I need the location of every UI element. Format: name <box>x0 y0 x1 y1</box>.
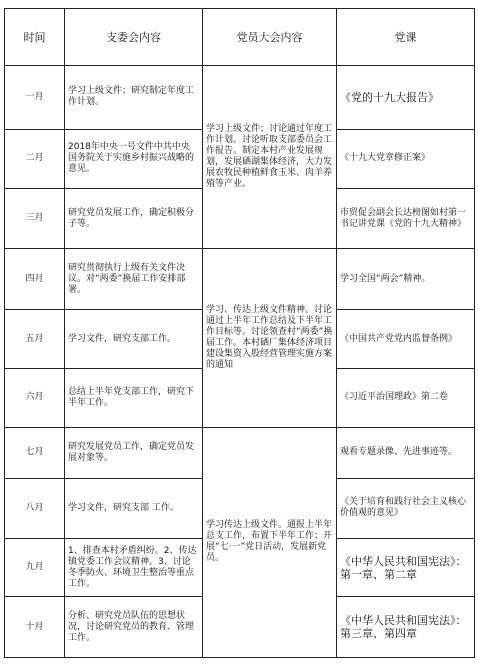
month-cell: 八月 <box>5 478 65 539</box>
month-cell: 十月 <box>5 597 65 658</box>
header-lecture: 党课 <box>337 9 475 66</box>
assembly-cell: 学习、传达上级文件精神。讨论通过上半年工作总结及下半年工作目标等。讨论领查村“两委”换届工作。本村硒厂集体经济项目建设集资入股经营管理实施方案的通知 <box>203 249 337 427</box>
party-work-plan-table <box>4 8 475 658</box>
lecture-cell: 市贸促会副会长达榜图如村第一书记讲党课《党的十九大精神》 <box>337 188 475 249</box>
month-cell: 六月 <box>5 369 65 428</box>
committee-cell: 学习文件，研究支部 工作。 <box>65 478 203 539</box>
month-cell: 三月 <box>5 188 65 249</box>
lecture-cell: 《中华人民共和国宪法》：第三章、第四章 <box>337 597 475 658</box>
assembly-cell: 学习传达上级文件。通报上半年总支工作，布置下半年工作；开展“七·一”党日活动，发展新党员。 <box>203 427 337 657</box>
header-time: 时间 <box>5 9 65 66</box>
lecture-cell: 观看专题录像、先进事迹等。 <box>337 427 475 478</box>
table-row <box>5 66 475 130</box>
lecture-cell: 《十九大党章修正案》 <box>337 129 475 188</box>
month-cell: 四月 <box>5 249 65 310</box>
month-cell: 七月 <box>5 427 65 478</box>
header-assembly: 党员大会内容 <box>203 9 337 66</box>
committee-cell: 研究发展党员工作，确定党员发展对象等。 <box>65 427 203 478</box>
lecture-cell: 《关于培育和践行社会主义核心价值观的意见》 <box>337 478 475 539</box>
committee-cell: 学习上级文件；研究制定年度工作计划。 <box>65 66 203 130</box>
month-cell: 五月 <box>5 310 65 369</box>
lecture-cell: 《习近平治国理政》第二卷 <box>337 369 475 428</box>
lecture-cell: 《中华人民共和国宪法》：第一章、第二章 <box>337 539 475 597</box>
header-row <box>5 9 475 66</box>
committee-cell: 研究贯彻执行上级有关文件决议。对“两委”换届工作安排部署。 <box>65 249 203 310</box>
committee-cell: 1、排查本村矛盾纠纷。2、传达镇党委工作会议精神。3、讨论冬季防火、环境卫生整治等重点工作。 <box>65 539 203 597</box>
committee-cell: 总结上半年党支部工作，研究下半年工作。 <box>65 369 203 428</box>
header-committee: 支委会内容 <box>65 9 203 66</box>
month-cell: 二月 <box>5 129 65 188</box>
table-row <box>5 427 475 478</box>
committee-cell: 分析、研究党员队伍的思想状况，讨论研究党员的教育、管理工作。 <box>65 597 203 658</box>
lecture-cell: 《党的十九大报告》 <box>337 66 475 130</box>
committee-cell: 2018年中央一号文件中共中央 国务院关于实施乡村振兴战略的意见。 <box>65 129 203 188</box>
table-row <box>5 249 475 310</box>
lecture-cell: 学习全国“两会”精神。 <box>337 249 475 310</box>
month-cell: 一月 <box>5 66 65 130</box>
committee-cell: 学习文件，研究支部工作。 <box>65 310 203 369</box>
committee-cell: 研究党员发展工作，确定积极分子等。 <box>65 188 203 249</box>
lecture-cell: 《中国共产党党内监督条例》 <box>337 310 475 369</box>
month-cell: 九月 <box>5 539 65 597</box>
assembly-cell: 学习上级文件；讨论通过年度工作计划。讨论听取支部委员会工作报告。制定本村产业发展规划，发展硒湖集体经济，大力发展农牧民种植鲜食玉米、肉羊养殖等产业。 <box>203 66 337 249</box>
